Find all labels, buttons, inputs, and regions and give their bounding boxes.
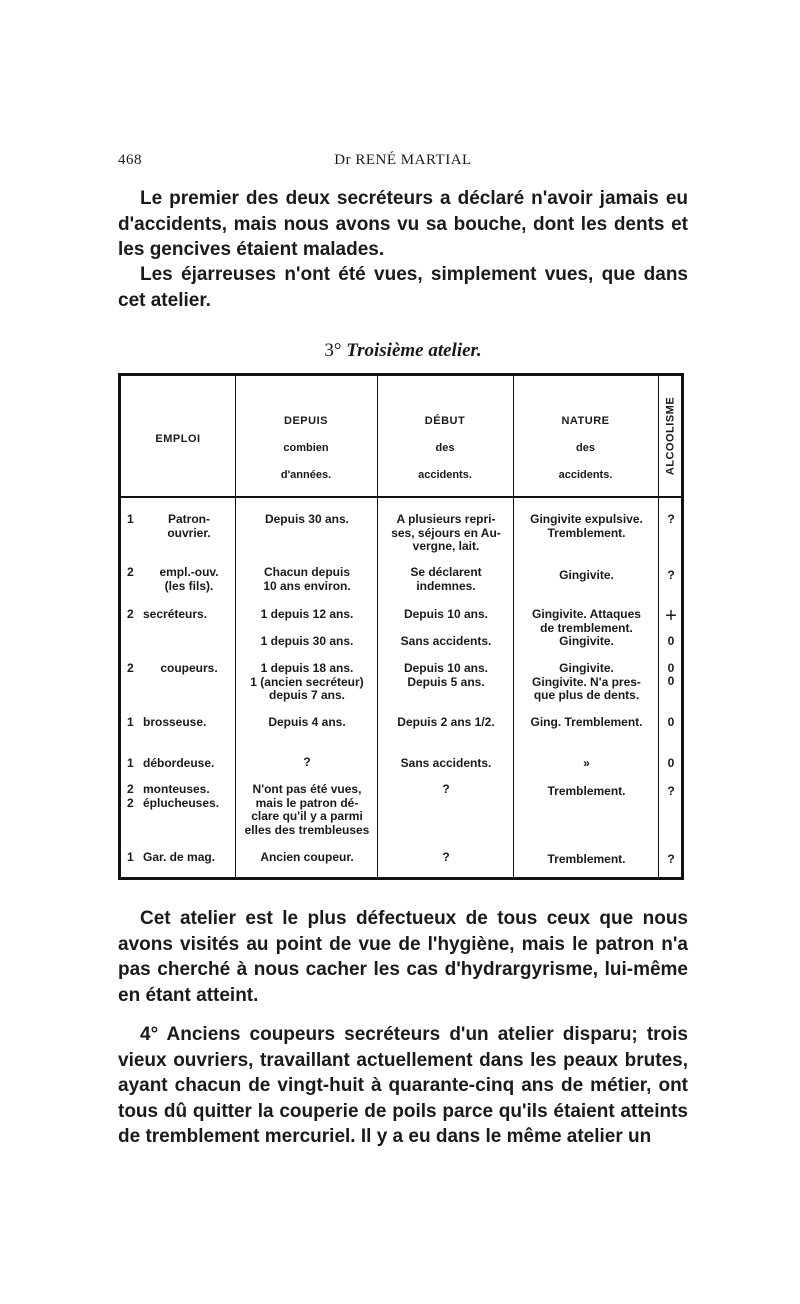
row-debut: ? bbox=[442, 782, 450, 796]
header-nature-line: des bbox=[576, 442, 595, 454]
paragraph-ejarreuses: Les éjarreuses n'ont été vues, simplement vues, que dans cet atelier. bbox=[118, 264, 688, 311]
row-debut: Depuis 10 ans. Depuis 5 ans. bbox=[403, 661, 489, 689]
row-alcoolisme: ? bbox=[667, 784, 675, 798]
row-count: 1 bbox=[127, 756, 134, 770]
header-emploi bbox=[121, 433, 235, 447]
paragraph-anciens-coupeurs: 4° Anciens coupeurs secréteurs d'un atelier disparu; trois vieux ouvriers, travaillant actuellement dans les peaux brutes, ayant chacun de vingt-huit à quarante-cinq ans de métier, ont tous dû quitter la couperie de poils parce qu'ils étaient atteints de tremblement mercuriel. Il y a eu dans le même atelier un bbox=[118, 1024, 688, 1147]
row-count: 2 2 bbox=[127, 782, 134, 810]
header-debut-line: des bbox=[435, 442, 455, 454]
author-heading: Dr RENÉ MARTIAL bbox=[334, 152, 472, 168]
running-head bbox=[118, 152, 688, 172]
atelier-table bbox=[118, 373, 684, 880]
header-nature-line: NATURE bbox=[561, 415, 610, 427]
row-emploi: monteuses. éplucheuses. bbox=[143, 782, 220, 810]
row-nature: » bbox=[583, 756, 590, 770]
row-alcoolisme: 0 bbox=[667, 715, 675, 729]
row-nature: Gingivite. bbox=[559, 634, 614, 648]
section-title bbox=[118, 340, 688, 362]
row-depuis: 1 depuis 18 ans. 1 (ancien secréteur) depuis 7 ans. bbox=[250, 661, 364, 702]
header-debut-line: accidents. bbox=[418, 469, 472, 481]
header-nature-line: accidents. bbox=[558, 469, 613, 481]
row-nature: Gingivite. Attaques de tremblement. bbox=[532, 607, 641, 635]
row-debut: Sans accidents. bbox=[400, 634, 492, 648]
header-depuis-line: DEPUIS bbox=[284, 415, 328, 427]
row-count: 1 bbox=[127, 850, 134, 864]
paragraph-secreteurs: Le premier des deux secréteurs a déclaré n'avoir jamais eu d'accidents, mais nous avons vu sa bouche, dont les dents et les gencives étaient malades. bbox=[118, 188, 688, 260]
row-depuis: Chacun depuis 10 ans environ. bbox=[263, 565, 351, 593]
row-count: 1 bbox=[127, 715, 134, 729]
header-nature bbox=[513, 408, 658, 489]
row-debut: Se déclarent indemnes. bbox=[410, 565, 482, 593]
row-nature: Tremblement. bbox=[547, 784, 626, 798]
row-nature: Tremblement. bbox=[547, 852, 626, 866]
row-depuis: ? bbox=[303, 755, 311, 769]
row-debut: Sans accidents. bbox=[400, 756, 492, 770]
row-alcoolisme: + bbox=[665, 605, 677, 627]
row-depuis: Depuis 30 ans. bbox=[264, 512, 350, 526]
row-emploi: coupeurs. bbox=[160, 661, 218, 675]
row-emploi: empl.-ouv. (les fils). bbox=[159, 565, 219, 593]
row-alcoolisme: 0 bbox=[667, 634, 675, 648]
row-debut: ? bbox=[442, 850, 450, 864]
header-depuis bbox=[235, 408, 377, 489]
row-count: 1 bbox=[127, 512, 134, 526]
header-alcoolisme bbox=[658, 376, 684, 496]
header-divider bbox=[121, 496, 681, 498]
row-debut: Depuis 2 ans 1/2. bbox=[397, 715, 495, 729]
row-nature: Gingivite. bbox=[559, 568, 614, 582]
row-alcoolisme: ? bbox=[667, 568, 675, 582]
row-depuis: Depuis 4 ans. bbox=[268, 715, 346, 729]
section-name: Troisième atelier. bbox=[346, 340, 482, 361]
row-alcoolisme: 0 bbox=[667, 756, 675, 770]
header-emploi-text: EMPLOI bbox=[155, 433, 201, 445]
row-emploi: secréteurs. bbox=[143, 607, 208, 621]
header-debut-line: DÉBUT bbox=[424, 415, 466, 427]
header-alcoolisme-text: ALCOOLISME bbox=[664, 396, 677, 476]
row-count: 2 bbox=[127, 565, 134, 579]
row-depuis: N'ont pas été vues, mais le patron dé- clare qu'il y a parmi elles des trembleuses bbox=[244, 782, 370, 837]
header-debut bbox=[377, 408, 513, 489]
header-depuis-line: d'années. bbox=[280, 469, 332, 481]
paragraph-conclusion: Cet atelier est le plus défectueux de tous ceux que nous avons visités au point de vue de l'hygiène, mais le patron n'a pas cherché à nous cacher les cas d'hydrargyrisme, lui-même en étant atteint. bbox=[118, 908, 688, 1006]
page-number: 468 bbox=[118, 152, 142, 168]
row-emploi: Gar. de mag. bbox=[143, 850, 216, 864]
section-number: 3° bbox=[324, 340, 342, 361]
row-alcoolisme: 0 bbox=[667, 674, 675, 688]
header-depuis-line: combien bbox=[283, 442, 329, 454]
row-emploi: Patron- ouvrier. bbox=[167, 512, 211, 540]
row-nature: Ging. Tremblement. bbox=[530, 715, 643, 729]
row-debut: A plusieurs repri- ses, séjours en Au- vergne, lait. bbox=[391, 512, 501, 553]
row-alcoolisme: ? bbox=[667, 852, 675, 866]
row-nature: Gingivite expulsive. Tremblement. bbox=[530, 512, 643, 540]
row-count: 2 bbox=[127, 607, 134, 621]
row-depuis: 1 depuis 30 ans. bbox=[260, 634, 354, 648]
row-count: 2 bbox=[127, 661, 134, 675]
row-depuis: Ancien coupeur. bbox=[260, 850, 354, 864]
row-depuis: 1 depuis 12 ans. bbox=[260, 607, 354, 621]
row-alcoolisme: 0 bbox=[667, 661, 675, 675]
row-emploi: débordeuse. bbox=[143, 756, 215, 770]
row-debut: Depuis 10 ans. bbox=[403, 607, 489, 621]
row-alcoolisme: ? bbox=[667, 512, 675, 526]
row-nature: Gingivite. Gingivite. N'a pres- que plus de dents. bbox=[532, 661, 641, 702]
row-emploi: brosseuse. bbox=[143, 715, 207, 729]
